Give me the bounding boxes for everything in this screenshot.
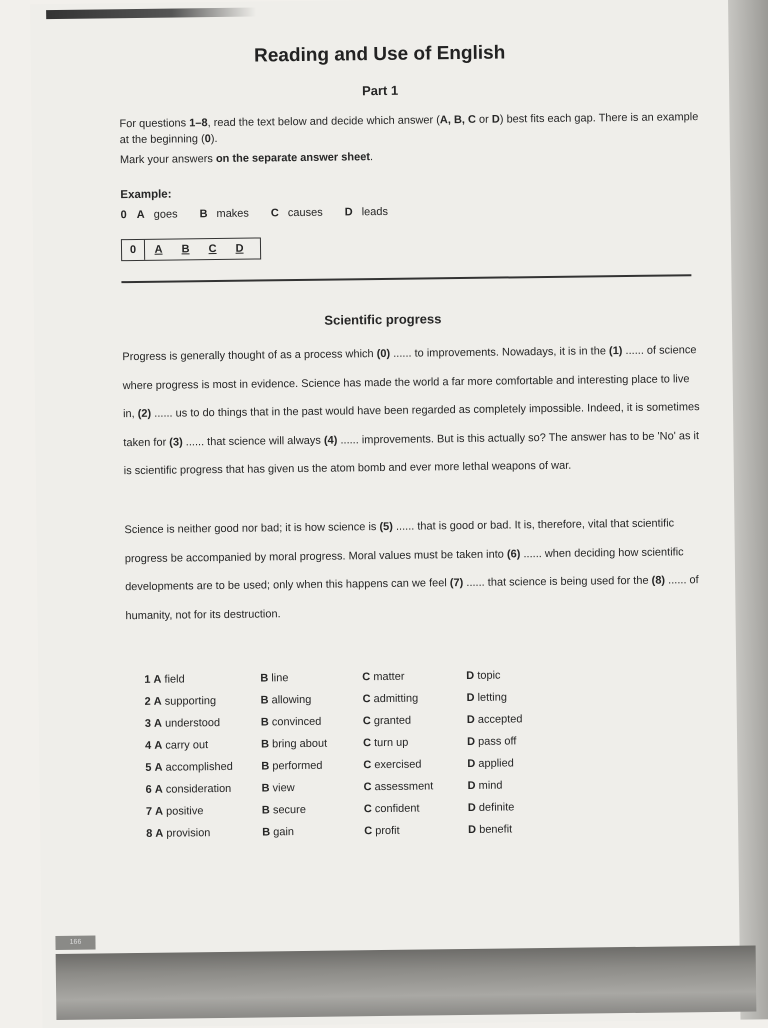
option-d	[468, 801, 558, 814]
answer-box-letter-b: B	[181, 243, 190, 256]
option-c	[363, 758, 467, 771]
answer-box-letter-d: D	[235, 242, 244, 255]
option-a	[146, 804, 262, 817]
option-word: supporting	[164, 695, 217, 708]
option-word: leads	[361, 205, 389, 219]
option-letter: D	[466, 713, 475, 726]
option-word: definite	[478, 801, 515, 814]
passage-text: Progress is generally thought of as a process which	[122, 348, 377, 364]
option-letter: A	[155, 805, 164, 818]
option-b	[260, 693, 362, 706]
instruction-answer-sheet: on the separate answer sheet	[215, 151, 371, 166]
option-b	[262, 825, 364, 838]
option-word: bring about	[272, 737, 328, 751]
exam-page	[30, 0, 740, 1028]
option-word: applied	[478, 757, 514, 770]
option-b	[262, 803, 364, 816]
option-letter: C	[363, 737, 372, 750]
option-word: profit	[375, 824, 400, 838]
instruction-text: Mark your answers	[119, 153, 216, 167]
section-divider	[121, 274, 691, 283]
passage-text: ...... to improvements. Nowadays, it is in the	[390, 345, 610, 360]
option-c	[362, 692, 466, 705]
answer-box-number: 0	[122, 240, 145, 260]
option-word: admitting	[373, 692, 419, 706]
gap-marker: (4)	[323, 434, 338, 447]
option-letter: C	[363, 759, 372, 772]
option-letter: D	[344, 206, 353, 219]
example-options	[121, 206, 410, 222]
example-option	[199, 208, 249, 221]
option-word: pass off	[478, 735, 517, 748]
option-word: accomplished	[165, 760, 233, 774]
option-c	[363, 714, 467, 727]
question-number: 8	[146, 827, 153, 840]
question-number: 2	[144, 695, 151, 708]
option-letter: B	[262, 826, 271, 839]
example-option	[345, 206, 388, 219]
gap-marker: (7)	[449, 577, 464, 590]
option-a	[145, 760, 261, 773]
passage-text: ...... that science is being used for the	[463, 574, 652, 590]
option-word: secure	[272, 803, 307, 817]
instruction-line-1	[119, 109, 699, 148]
option-letter: C	[362, 693, 371, 706]
option-letter: A	[154, 761, 163, 774]
option-c	[362, 670, 466, 683]
passage-text: ...... that is good or bad. It is, therefore, vital that scientific progress be accompanied by moral progress. Moral values must be taken into	[124, 517, 675, 565]
option-word: confident	[374, 802, 420, 816]
option-d	[467, 735, 557, 748]
passage-text: ...... improvements. But is this actually so? The answer has to be 'No' as it is scientific progress that has given us the atom bomb and ever more lethal weapons of war.	[123, 429, 700, 478]
page-title: Reading and Use of English	[253, 42, 506, 67]
option-letter: D	[466, 669, 475, 682]
question-row	[146, 818, 558, 845]
option-letter: A	[154, 783, 163, 796]
gap-marker: (8)	[651, 574, 666, 587]
option-letter: D	[468, 823, 477, 836]
instruction-letters: A, B, C	[439, 113, 477, 127]
option-d	[468, 823, 558, 836]
question-number: 1	[144, 673, 151, 686]
option-d	[466, 691, 556, 704]
option-letter: C	[364, 825, 373, 838]
instruction-letter-d: D	[491, 113, 500, 126]
gap-marker: (3)	[169, 435, 183, 449]
gap-marker: (1)	[608, 345, 623, 358]
option-letter: A	[136, 208, 145, 221]
gap-marker: (6)	[506, 547, 521, 560]
option-word: topic	[477, 669, 501, 682]
passage-title: Scientific progress	[324, 311, 442, 328]
question-number: 4	[145, 739, 152, 752]
option-word: goes	[153, 208, 178, 221]
option-letter: A	[155, 827, 164, 840]
question-number: 3	[144, 717, 152, 730]
option-letter: A	[153, 717, 163, 730]
option-b	[261, 737, 363, 750]
option-word: matter	[373, 670, 405, 684]
option-a	[144, 673, 260, 686]
example-answer-box	[121, 237, 261, 261]
option-word: assessment	[374, 780, 434, 794]
option-letter: D	[467, 801, 476, 814]
instruction-zero: 0	[204, 133, 211, 146]
option-letter: D	[466, 735, 476, 748]
option-letter: D	[467, 757, 476, 770]
option-letter: A	[153, 695, 162, 708]
option-word: makes	[216, 207, 249, 221]
option-d	[468, 779, 558, 792]
option-letter: A	[153, 673, 162, 686]
option-word: causes	[287, 206, 323, 220]
passage-text: ...... of humanity, not for its destruction.	[125, 574, 699, 622]
option-word: convinced	[271, 715, 322, 729]
example-option	[271, 207, 323, 220]
instruction-text: , read the text below and decide which answer (	[207, 114, 440, 130]
option-word: accepted	[477, 713, 523, 726]
option-word: understood	[164, 716, 221, 730]
top-edge-strip	[46, 8, 256, 20]
option-word: provision	[166, 827, 211, 840]
option-letter: B	[260, 716, 269, 729]
question-number: 6	[145, 783, 152, 796]
option-letter: C	[270, 207, 279, 220]
question-number: 7	[145, 805, 153, 818]
part-heading: Part 1	[361, 82, 399, 99]
option-word: performed	[272, 759, 323, 773]
instruction-text: For questions	[119, 117, 190, 131]
instruction-line-2	[120, 145, 700, 168]
option-c	[364, 802, 468, 815]
option-a	[145, 738, 261, 751]
option-letter: B	[260, 694, 269, 707]
option-letter: C	[362, 715, 371, 728]
gap-marker: (2)	[137, 407, 152, 420]
option-b	[262, 781, 364, 794]
option-word: positive	[166, 805, 204, 818]
passage-text: Science is neither good nor bad; it is how science is	[124, 521, 380, 537]
option-letter: D	[466, 691, 475, 704]
option-letter: B	[260, 672, 269, 685]
option-d	[467, 713, 557, 726]
gap-marker: (5)	[379, 520, 393, 534]
option-word: view	[272, 782, 295, 795]
option-letter: C	[362, 671, 371, 684]
passage-paragraph-2	[124, 509, 705, 630]
option-word: turn up	[374, 736, 409, 750]
option-word: letting	[477, 691, 507, 704]
answer-box-letter-c: C	[208, 243, 217, 256]
option-word: consideration	[165, 782, 232, 796]
option-word: granted	[373, 714, 412, 728]
option-letter: C	[363, 781, 372, 794]
option-letter: B	[199, 208, 208, 221]
option-b	[261, 715, 363, 728]
option-c	[363, 736, 467, 749]
passage-paragraph-1	[122, 336, 704, 486]
passage-text: ...... that science will always	[182, 434, 324, 448]
option-letter: D	[467, 779, 476, 792]
option-letter: B	[261, 738, 270, 751]
gap-marker: (0)	[376, 347, 391, 361]
option-letter: C	[363, 803, 372, 816]
option-a	[146, 826, 262, 839]
option-c	[364, 824, 468, 837]
option-d	[467, 757, 557, 770]
page-number: 166	[55, 936, 95, 950]
question-number: 5	[145, 761, 152, 774]
answer-box-letter-a: A	[154, 243, 163, 256]
option-word: exercised	[374, 758, 422, 772]
option-word: mind	[478, 779, 503, 792]
option-letter: B	[261, 804, 270, 817]
option-b	[261, 759, 363, 772]
option-letter: B	[261, 782, 270, 795]
passage-text: ...... of science where progress is most in evidence. Science has made the world a far more comfortable and interesting place to live in,	[122, 344, 697, 421]
example-number: 0	[120, 209, 127, 222]
option-word: benefit	[479, 823, 513, 836]
option-d	[466, 669, 556, 682]
instruction-range: 1–8	[189, 117, 208, 130]
option-word: allowing	[271, 693, 312, 707]
option-word: line	[271, 672, 289, 685]
passage-text: ...... us to do things that in the past would have been regarded as completely impossible. Indeed, it is sometimes taken for	[123, 401, 700, 449]
answer-options	[144, 664, 558, 845]
instruction-text: ).	[210, 132, 218, 146]
option-word: gain	[273, 826, 295, 839]
option-c	[364, 780, 468, 793]
instruction-text: or	[475, 113, 492, 126]
option-a	[145, 716, 261, 729]
instructions	[119, 109, 700, 172]
passage-text: ...... when deciding how scientific developments are to be used; only when this happens can we feel	[125, 545, 684, 594]
option-letter: B	[261, 760, 270, 773]
option-word: carry out	[165, 739, 209, 752]
example-label: Example:	[120, 188, 172, 202]
option-a	[146, 782, 262, 795]
option-b	[260, 671, 362, 684]
example-option	[137, 208, 178, 220]
option-word: field	[164, 673, 185, 686]
page-edge-shadow	[728, 0, 768, 1020]
option-letter: A	[154, 739, 163, 752]
instruction-text: .	[369, 151, 374, 164]
bottom-page-shadow	[56, 945, 757, 1020]
instruction-text: ) best fits each gap. There is an example at the beginning (	[119, 111, 699, 147]
option-a	[144, 694, 260, 707]
